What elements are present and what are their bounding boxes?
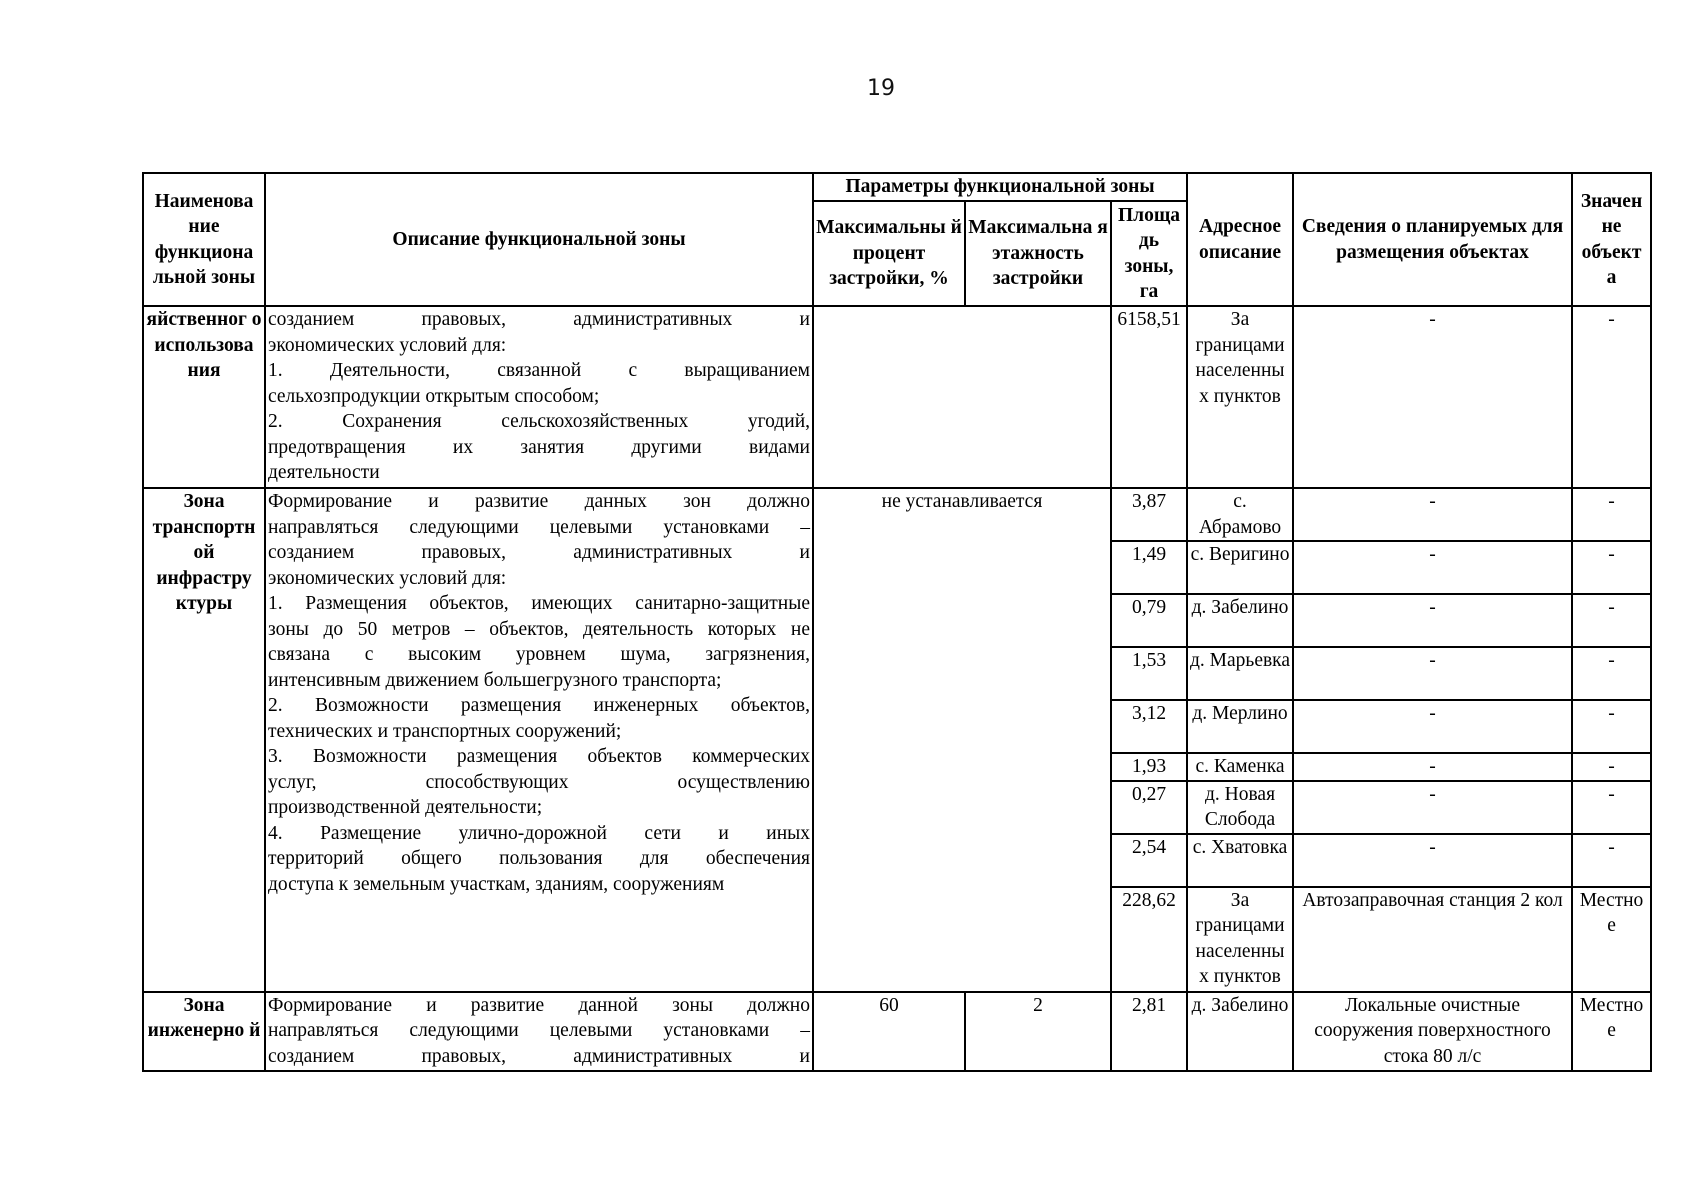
desc-line: связана с высоким уровнем шума, загрязнения, [268,644,810,665]
desc-line: услуг, способствующих осуществлению [268,771,810,793]
transport-area: 0,27 [1111,781,1187,834]
transport-significance: - [1572,541,1651,594]
desc-line: направляться следующими целевыми установками – [268,516,810,538]
header-address: Адресное описание [1187,173,1293,306]
agri-zone-row [143,306,1651,488]
transport-significance: Местно е [1572,887,1651,992]
desc-line: технических и транспортных сооружений; [268,720,622,742]
transport-significance: - [1572,647,1651,700]
engineering-significance: Местно е [1572,992,1651,1071]
transport-address: с. Абрамово [1187,488,1293,541]
desc-line: экономических условий для: [268,334,507,356]
functional-zones-table [142,172,1652,1072]
transport-significance: - [1572,594,1651,647]
desc-line: зоны до 50 метров – объектов, деятельность которых не [268,618,810,640]
desc-line: 4. Размещение улично-дорожной сети и иных [268,822,810,844]
agri-zone-description [265,306,813,488]
agri-zone-params [813,306,1111,488]
engineering-max-percent: 60 [813,992,965,1071]
desc-line: предотвращения их занятия другими видами [268,436,810,458]
header-area: Площа дь зоны, га [1111,201,1187,306]
desc-line: созданием правовых, административных и [268,309,810,330]
transport-area: 2,54 [1111,834,1187,887]
transport-area: 3,87 [1111,488,1187,541]
header-max-floors: Максимальна я этажность застройки [965,201,1111,306]
transport-zone-row [143,488,1651,541]
page-number: 19 [867,76,895,101]
transport-significance: - [1572,488,1651,541]
desc-line: производственной деятельности; [268,797,543,818]
desc-line: созданием правовых, административных и [268,542,810,563]
desc-line: Формирование и развитие данной зоны должно [268,994,810,1016]
desc-line: Формирование и развитие данных зон должно [268,491,810,512]
transport-area: 1,53 [1111,647,1187,700]
transport-zone-name: Зона транспортн ой инфрастру ктуры [143,488,265,992]
transport-address: За границами населенны х пунктов [1187,887,1293,992]
agri-zone-address: За границами населенны х пунктов [1187,306,1293,488]
transport-address: с. Хватовка [1187,834,1293,887]
transport-address: д. Марьевка [1187,647,1293,700]
engineering-address: д. Забелино [1187,992,1293,1071]
desc-line: деятельности [268,462,380,483]
agri-zone-name: яйственног о использова ния [143,306,265,488]
transport-planned: - [1293,594,1572,647]
transport-address: д. Забелино [1187,594,1293,647]
transport-planned: - [1293,700,1572,753]
transport-address: с. Веригино [1187,541,1293,594]
desc-line: 2. Сохранения сельскохозяйственных угодий, [268,411,810,432]
header-zone-name: Наименова ние функциона льной зоны [143,173,265,306]
agri-zone-planned: - [1293,306,1572,488]
transport-planned: - [1293,488,1572,541]
desc-line: 1. Размещения объектов, имеющих санитарно-защитные [268,593,810,614]
header-row [143,173,1651,201]
transport-address: с. Каменка [1187,753,1293,781]
agri-zone-significance: - [1572,306,1651,488]
desc-line: территорий общего пользования для обеспечения [268,848,810,869]
transport-planned: Автозаправочная станция 2 кол [1293,887,1572,992]
transport-area: 3,12 [1111,700,1187,753]
header-significance: Значен не объект а [1572,173,1651,306]
transport-planned: - [1293,753,1572,781]
transport-zone-params: не устанавливается [813,488,1111,992]
transport-planned: - [1293,781,1572,834]
desc-line: интенсивным движением большегрузного транспорта; [268,669,722,691]
transport-significance: - [1572,834,1651,887]
desc-line: направляться следующими целевыми установками – [268,1020,810,1041]
header-max-percent: Максимальны й процент застройки, % [813,201,965,306]
header-parameters: Параметры функциональной зоны [813,173,1187,201]
desc-line: экономических условий для: [268,567,507,589]
engineering-max-floors: 2 [965,992,1111,1071]
desc-line: 2. Возможности размещения инженерных объектов, [268,695,810,716]
agri-zone-area: 6158,51 [1111,306,1187,488]
header-planned-objects: Сведения о планируемых для размещения объектах [1293,173,1572,306]
transport-planned: - [1293,541,1572,594]
desc-line: 1. Деятельности, связанной с выращиванием [268,360,810,381]
transport-planned: - [1293,647,1572,700]
transport-area: 1,93 [1111,753,1187,781]
desc-line: созданием правовых, административных и [268,1045,810,1067]
transport-significance: - [1572,753,1651,781]
transport-zone-description [265,488,813,992]
transport-planned: - [1293,834,1572,887]
engineering-zone-name: Зона инженерно й [143,992,265,1071]
desc-line: 3. Возможности размещения объектов коммерческих [268,746,810,767]
transport-address: д. Мерлино [1187,700,1293,753]
header-description: Описание функциональной зоны [265,173,813,306]
engineering-planned: Локальные очистные сооружения поверхностного стока 80 л/с [1293,992,1572,1071]
transport-area: 228,62 [1111,887,1187,992]
transport-significance: - [1572,781,1651,834]
desc-line: сельхозпродукции открытым способом; [268,385,600,407]
transport-area: 1,49 [1111,541,1187,594]
transport-area: 0,79 [1111,594,1187,647]
engineering-area: 2,81 [1111,992,1187,1071]
engineering-zone-description [265,992,813,1071]
transport-address: д. Новая Слобода [1187,781,1293,834]
desc-line: доступа к земельным участкам, зданиям, сооружениям [268,873,725,895]
engineering-zone-row [143,992,1651,1071]
transport-significance: - [1572,700,1651,753]
